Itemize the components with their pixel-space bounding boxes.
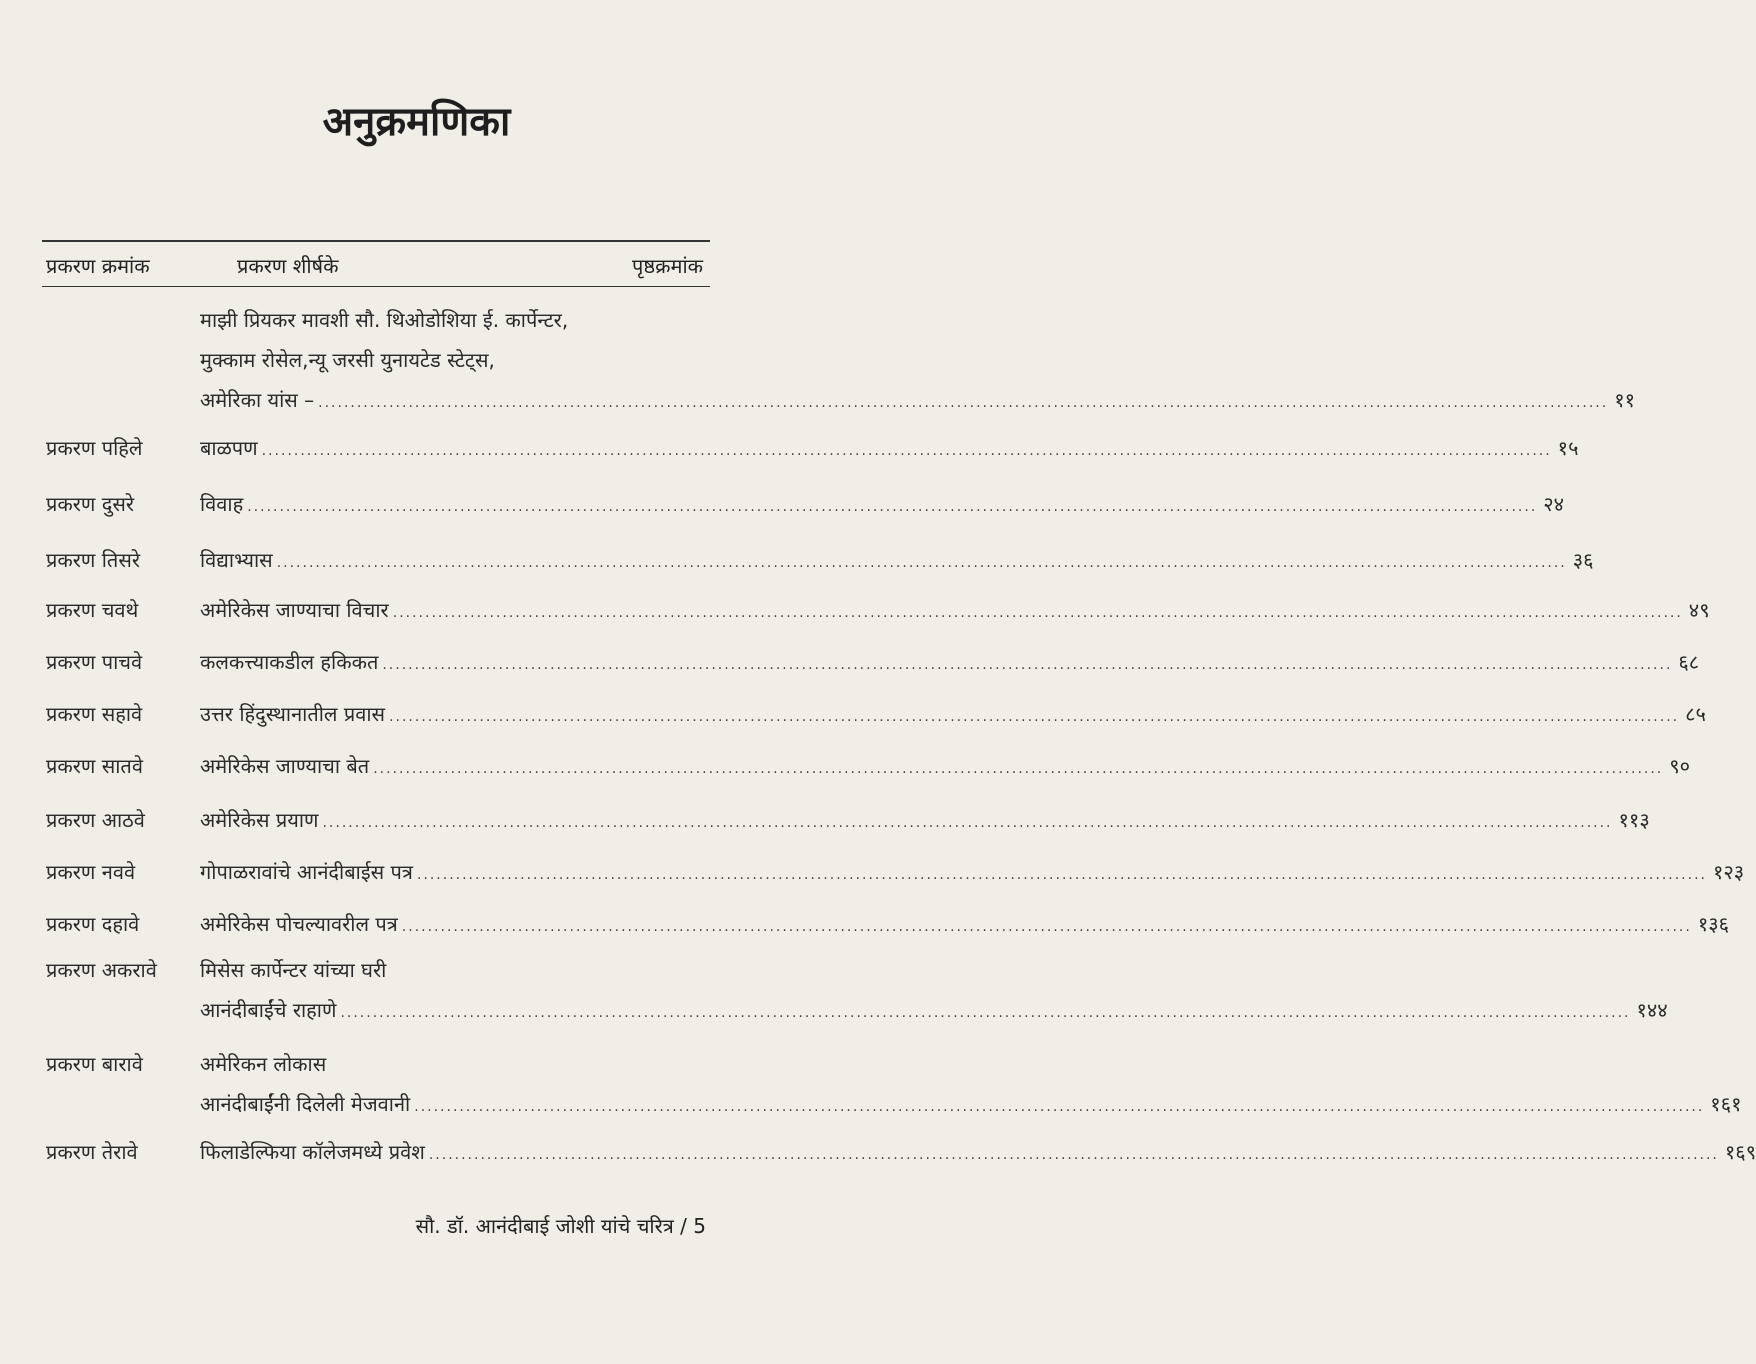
chapter-label: प्रकरण तिसरे — [46, 548, 141, 572]
chapter-label: प्रकरण बारावे — [46, 1052, 143, 1076]
dot-leader: ........................................................................................................................................................................................................ — [276, 555, 1567, 571]
chapter-title-block — [200, 300, 1636, 420]
chapter-title-line — [200, 428, 1579, 468]
dot-leader: ........................................................................................................................................................................................................ — [428, 1147, 1719, 1163]
chapter-title-block — [200, 484, 1565, 524]
chapter-title-line: माझी प्रियकर मावशी सौ. थिओडोशिया ई. कार्पेन्टर, — [200, 308, 569, 332]
chapter-title-block — [200, 428, 1579, 468]
chapter-title-text: अमेरिकेस प्रयाण — [200, 808, 319, 832]
header-top-rule — [42, 240, 710, 242]
dot-leader: ........................................................................................................................................................................................................ — [401, 919, 1692, 935]
header-chapter-title: प्रकरण शीर्षके — [237, 254, 339, 278]
chapter-title-text: आनंदीबाईंनी दिलेली मेजवानी — [200, 1092, 411, 1116]
dot-leader: ........................................................................................................................................................................................................ — [322, 815, 1613, 831]
page-number: १४४ — [1636, 998, 1668, 1022]
page-number: २४ — [1543, 492, 1565, 516]
chapter-title-block — [200, 746, 1691, 786]
chapter-title-block — [200, 950, 1668, 1030]
chapter-title-line — [200, 1132, 1756, 1172]
page-footer: सौ. डॉ. आनंदीबाई जोशी यांचे चरित्र / 5 — [415, 1214, 706, 1238]
chapter-title-text: अमेरिकेस जाण्याचा विचार — [200, 598, 389, 622]
chapter-title-line — [200, 694, 1706, 734]
chapter-title-line — [200, 540, 1594, 580]
chapter-label: प्रकरण पाचवे — [46, 650, 143, 674]
chapter-title-text: विद्याभ्यास — [200, 548, 273, 572]
chapter-title-block — [200, 1132, 1756, 1172]
dot-leader: ........................................................................................................................................................................................................ — [392, 605, 1683, 621]
chapter-label: प्रकरण आठवे — [46, 808, 145, 832]
chapter-label: प्रकरण दहावे — [46, 912, 140, 936]
chapter-title-line — [200, 590, 1710, 630]
page-number: ३६ — [1572, 548, 1594, 572]
header-bottom-rule — [42, 286, 710, 287]
chapter-title-text: कलकत्त्याकडील हकिकत — [200, 650, 379, 674]
chapter-title-text: आनंदीबाईंचे राहाणे — [200, 998, 337, 1022]
chapter-title-line — [200, 746, 1691, 786]
chapter-title-line — [200, 800, 1650, 840]
chapter-title-line — [200, 642, 1700, 682]
dot-leader: ........................................................................................................................................................................................................ — [416, 867, 1707, 883]
chapter-title-text: फिलाडेल्फिया कॉलेजमध्ये प्रवेश — [200, 1140, 425, 1164]
chapter-title-text: उत्तर हिंदुस्थानातील प्रवास — [200, 702, 386, 726]
chapter-title-text: अमेरिका यांस – — [200, 388, 315, 412]
page-number: १६९ — [1724, 1140, 1756, 1164]
chapter-label: प्रकरण अकरावे — [46, 958, 157, 982]
chapter-title-line — [200, 904, 1730, 944]
chapter-label: प्रकरण पहिले — [46, 436, 143, 460]
chapter-label: प्रकरण सातवे — [46, 754, 143, 778]
chapter-title-block — [200, 800, 1650, 840]
header-page-number: पृष्ठक्रमांक — [632, 254, 703, 278]
dot-leader: ........................................................................................................................................................................................................ — [373, 761, 1664, 777]
page-number: ११३ — [1618, 808, 1650, 832]
dot-leader: ........................................................................................................................................................................................................ — [414, 1099, 1705, 1115]
chapter-title-block — [200, 904, 1730, 944]
chapter-title-line — [200, 380, 1636, 420]
dot-leader: ........................................................................................................................................................................................................ — [261, 443, 1552, 459]
page-number: ८५ — [1685, 702, 1706, 726]
chapter-title-text: अमेरिकेस जाण्याचा बेत — [200, 754, 370, 778]
chapter-label: प्रकरण चवथे — [46, 598, 139, 622]
chapter-title-line — [200, 1084, 1742, 1124]
page-number: ९० — [1669, 754, 1691, 778]
chapter-title-block — [200, 852, 1745, 892]
chapter-title-text: अमेरिकेस पोचल्यावरील पत्र — [200, 912, 398, 936]
dot-leader: ........................................................................................................................................................................................................ — [318, 395, 1609, 411]
chapter-title-block — [200, 642, 1700, 682]
chapter-title-block — [200, 540, 1594, 580]
chapter-label: प्रकरण सहावे — [46, 702, 143, 726]
chapter-title-line — [200, 852, 1745, 892]
dot-leader: ........................................................................................................................................................................................................ — [247, 499, 1538, 515]
chapter-title-text: विवाह — [200, 492, 244, 516]
page-number: १३६ — [1697, 912, 1730, 936]
chapter-title-line: मिसेस कार्पेन्टर यांच्या घरी — [200, 958, 387, 982]
dot-leader: ........................................................................................................................................................................................................ — [382, 657, 1673, 673]
chapter-title-line: मुक्काम रोसेल,न्यू जरसी युनायटेड स्टेट्स, — [200, 348, 495, 372]
chapter-label: प्रकरण नववे — [46, 860, 136, 884]
chapter-title-block — [200, 590, 1710, 630]
chapter-title-block — [200, 694, 1706, 734]
chapter-title-line: अमेरिकन लोकास — [200, 1052, 327, 1076]
page-number: १२३ — [1712, 860, 1745, 884]
page-number: ४९ — [1688, 598, 1710, 622]
dot-leader: ........................................................................................................................................................................................................ — [340, 1005, 1631, 1021]
dot-leader: ........................................................................................................................................................................................................ — [389, 709, 1680, 725]
chapter-title-block — [200, 1044, 1742, 1124]
page-number: १६१ — [1710, 1092, 1742, 1116]
page-title: अनुक्रमणिका — [322, 99, 511, 145]
chapter-title-line — [200, 484, 1565, 524]
chapter-title-text: गोपाळरावांचे आनंदीबाईस पत्र — [200, 860, 413, 884]
chapter-label: प्रकरण दुसरे — [46, 492, 135, 516]
page-number: ११ — [1614, 388, 1636, 412]
header-chapter-number: प्रकरण क्रमांक — [46, 254, 150, 278]
page-number: ६८ — [1678, 650, 1700, 674]
chapter-title-text: बाळपण — [200, 436, 258, 460]
chapter-title-line — [200, 990, 1668, 1030]
page-number: १५ — [1557, 436, 1579, 460]
chapter-label: प्रकरण तेरावे — [46, 1140, 138, 1164]
